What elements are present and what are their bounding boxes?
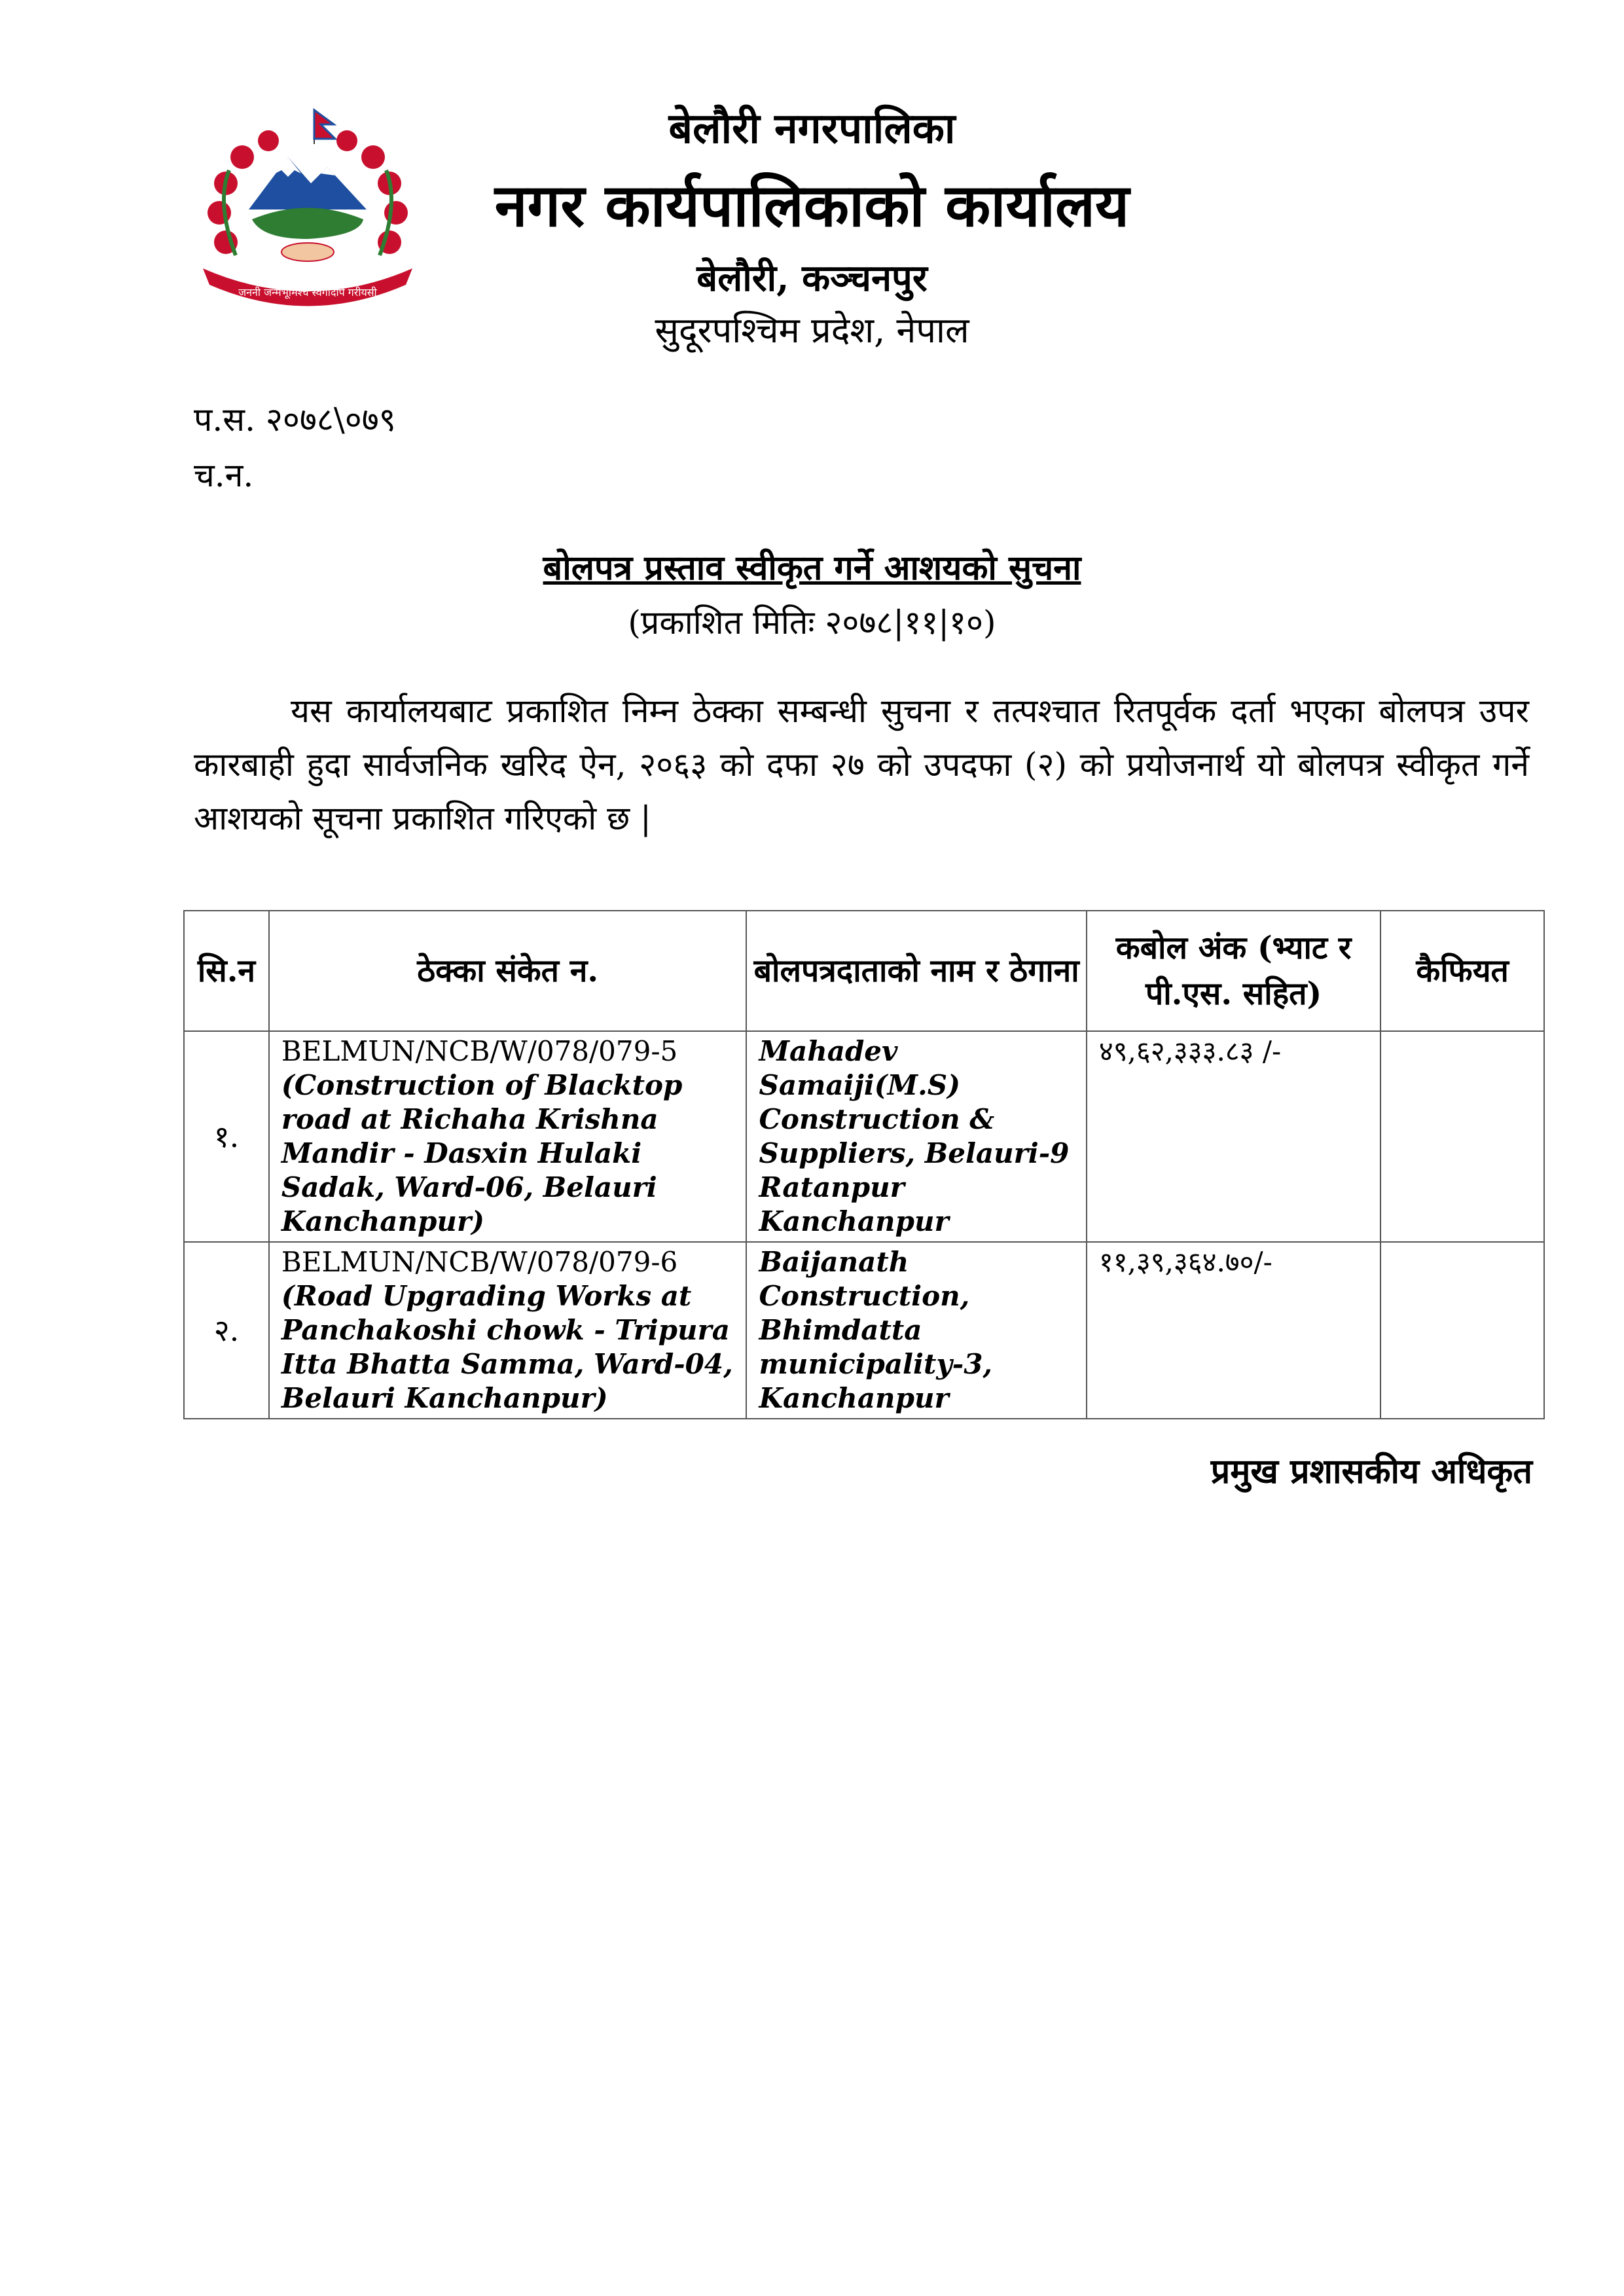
emblem-motto: जननी जन्मभूमिश्च स्वर्गादपि गरीयसी: [238, 286, 377, 299]
contract-description: (Road Upgrading Works at Panchakoshi chowk - Tripura Itta Bhatta Samma, Ward-04, Belauri Kanchanpur): [281, 1280, 733, 1414]
contract-code: BELMUN/NCB/W/078/079-6: [281, 1246, 678, 1278]
row-bidder: Baijanath Construction, Bhimdatta municipality-3, Kanchanpur: [746, 1242, 1086, 1419]
header-bidder: बोलपत्रदाताको नाम र ठेगाना: [746, 911, 1086, 1031]
header-remarks: कैफियत: [1380, 911, 1544, 1031]
header-contract: ठेक्का संकेत न.: [269, 911, 747, 1031]
office-province: सुदूरपश्चिम प्रदेश, नेपाल: [655, 310, 969, 351]
office-name: बेलौरी नगरपालिका: [668, 104, 956, 153]
header-sn: सि.न: [184, 911, 269, 1031]
row-contract: [269, 1031, 747, 1242]
tender-table: [183, 910, 1545, 1419]
dispatch-number: च.न.: [194, 456, 254, 494]
table-row: [184, 1242, 1544, 1419]
reference-number: प.स. २०७८\०७९: [194, 401, 396, 439]
row-amount: ४९,६२,३३३.८३ /-: [1087, 1031, 1380, 1242]
header-amount: कबोल अंक (भ्याट र पी.एस. सहित): [1087, 911, 1380, 1031]
row-bidder: Mahadev Samaiji(M.S) Construction & Suppliers, Belauri-9 Ratanpur Kanchanpur: [746, 1031, 1086, 1242]
row-remarks: [1380, 1242, 1544, 1419]
row-contract: [269, 1242, 747, 1419]
office-title: नगर कार्यपालिकाको कार्यालय: [494, 171, 1130, 240]
row-remarks: [1380, 1031, 1544, 1242]
contract-code: BELMUN/NCB/W/078/079-5: [281, 1035, 678, 1067]
table-row: [184, 1031, 1544, 1242]
notice-body: यस कार्यालयबाट प्रकाशित निम्न ठेक्का सम्बन्धी सुचना र तत्पश्चात रितपूर्वक दर्ता भएका बोलपत्र उपर कारबाही हुदा सार्वजनिक खरिद ऐन, २०६३ को दफा २७ को उपदफा (२) को प्रयोजनार्थ यो बोलपत्र स्वीकृत गर्ने आशयको सूचना प्रकाशित गरिएको छ |: [194, 692, 1529, 837]
table-header-row: [184, 911, 1544, 1031]
notice-title: बोलपत्र प्रस्ताव स्वीकृत गर्ने आशयको सुचना: [543, 548, 1081, 588]
row-amount: ११,३९,३६४.७०/-: [1087, 1242, 1380, 1419]
office-address: बेलौरी, कञ्चनपुर: [696, 257, 928, 300]
contract-description: (Construction of Blacktop road at Richaha Krishna Mandir - Dasxin Hulaki Sadak, Ward-06, Belauri Kanchanpur): [281, 1069, 683, 1237]
row-sn: २.: [184, 1242, 269, 1419]
row-sn: १.: [184, 1031, 269, 1242]
signature-title: प्रमुख प्रशासकीय अधिकृत: [1210, 1451, 1532, 1491]
publish-date: (प्रकाशित मितिः २०७८|११|१०): [628, 604, 996, 642]
